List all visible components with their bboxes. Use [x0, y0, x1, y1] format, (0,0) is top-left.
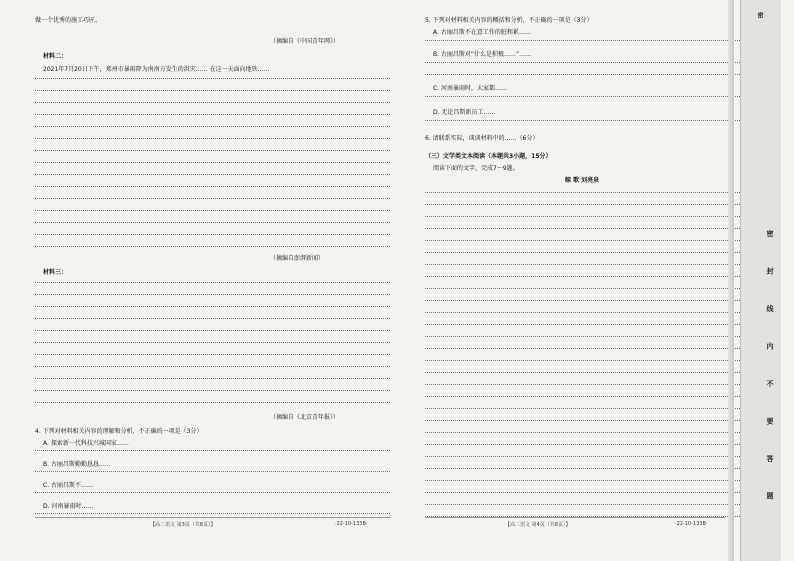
- question-5: 5. 下列对材料相关内容的概括和分析，不正确的一项是（3分）: [425, 17, 593, 24]
- q4-option-b: B. 古丽昌斯勤勤恳恳……: [43, 461, 111, 468]
- right-page: [425, 16, 780, 526]
- right-footer-code: ·22-10-133B·: [675, 521, 708, 527]
- section-3-heading: （三）文学类文本阅读（本题共3小题，15分）: [425, 153, 552, 160]
- q4-option-d: D. 河南暴雨时……: [43, 503, 94, 510]
- q4-option-a: A. 探索新一代科技兴城国家……: [43, 440, 129, 447]
- source-1: （摘编自《中国青年网》）: [270, 38, 340, 45]
- first-line: 做一个优秀的施工巧匠。: [35, 17, 102, 24]
- q5-option-b: B. 古丽昌斯对“什么是积极……”……: [433, 51, 532, 58]
- left-page: [35, 16, 390, 526]
- material2-heading: 材料二：: [43, 53, 68, 60]
- story-title: 鲸 歌 刘亮泉: [565, 177, 600, 184]
- scan-edge: [728, 0, 734, 561]
- q5-option-d: D. 无论昌斯新员工……: [433, 109, 496, 116]
- question-4: 4. 下列对材料相关内容的理解和分析，不正确的一项是（3分）: [35, 428, 203, 435]
- source-3: （摘编自《北京青年报》）: [270, 414, 340, 421]
- binding-seal-note: 密 封 线 内 不 要 答 题: [766, 230, 774, 514]
- left-footer-code: ·22-10-133B·: [335, 521, 368, 527]
- q4-option-c: C. 古丽昌斯不……: [43, 482, 94, 489]
- question-6: 6. 请联系实际，谈谈材料中的……（6分）: [425, 135, 539, 142]
- q5-option-c: C. 河南暴雨时，大家都……: [433, 85, 508, 92]
- right-footer-page: 【高二语文 第4页（共8页）】: [505, 522, 571, 528]
- binding-top-label: 密: [756, 12, 763, 18]
- material3-heading: 材料三：: [43, 269, 68, 276]
- source-2: （摘编自澎湃新闻）: [270, 255, 325, 262]
- section-3-subheading: 阅读下面的文字，完成7～9题。: [433, 165, 519, 172]
- q5-option-a: A. 古丽昌斯不在意工作的脏和累……: [433, 29, 531, 36]
- left-footer-page: 【高二语文 第3页（共8页）】: [150, 522, 216, 528]
- material2-paragraph: 2021年7月20日下午，郑州市暴雨降为南南方发生的洪灾…… 在这一天面向地铁……: [43, 66, 270, 73]
